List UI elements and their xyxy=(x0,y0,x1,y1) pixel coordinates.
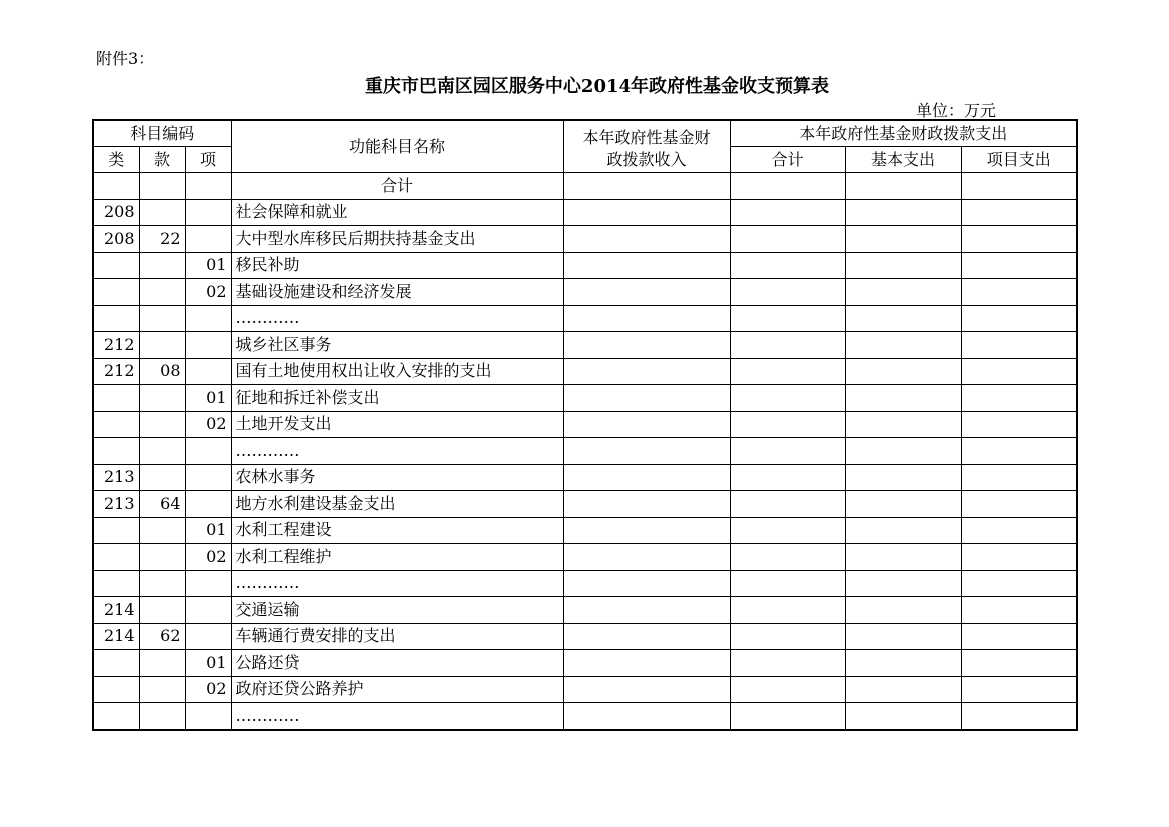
cell-basic xyxy=(845,464,961,491)
cell-project xyxy=(961,623,1077,650)
cell-xiang: 02 xyxy=(185,544,231,571)
cell-function-name: ………… xyxy=(231,703,563,730)
header-row-1 xyxy=(93,120,1077,147)
table-row xyxy=(93,226,1077,253)
cell-kuan xyxy=(139,332,185,359)
cell-function-name: 社会保障和就业 xyxy=(231,199,563,226)
cell-xiang xyxy=(185,332,231,359)
cell-lei xyxy=(93,544,139,571)
cell-income xyxy=(563,517,730,544)
header-kuan: 款 xyxy=(139,147,185,173)
cell-project xyxy=(961,570,1077,597)
cell-function-name: 国有土地使用权出让收入安排的支出 xyxy=(231,358,563,385)
cell-lei xyxy=(93,385,139,412)
cell-total xyxy=(730,703,845,730)
cell-total xyxy=(730,411,845,438)
cell-xiang xyxy=(185,464,231,491)
cell-basic xyxy=(845,597,961,624)
cell-project xyxy=(961,464,1077,491)
cell-kuan xyxy=(139,544,185,571)
cell-xiang xyxy=(185,199,231,226)
cell-total xyxy=(730,650,845,677)
cell-basic xyxy=(845,491,961,518)
cell-lei xyxy=(93,305,139,332)
cell-kuan xyxy=(139,703,185,730)
cell-total xyxy=(730,438,845,465)
cell-function-name: ………… xyxy=(231,438,563,465)
table-row xyxy=(93,517,1077,544)
cell-basic xyxy=(845,226,961,253)
cell-kuan: 64 xyxy=(139,491,185,518)
table-row xyxy=(93,464,1077,491)
document-title: 重庆市巴南区园区服务中心2014年政府性基金收支预算表 xyxy=(364,76,830,97)
cell-total xyxy=(730,332,845,359)
cell-lei xyxy=(93,703,139,730)
header-code-group: 科目编码 xyxy=(93,120,231,147)
cell-total xyxy=(730,199,845,226)
cell-basic xyxy=(845,676,961,703)
cell-income xyxy=(563,623,730,650)
cell-function-name: 地方水利建设基金支出 xyxy=(231,491,563,518)
cell-basic xyxy=(845,650,961,677)
cell-lei: 213 xyxy=(93,491,139,518)
cell-kuan: 62 xyxy=(139,623,185,650)
cell-lei xyxy=(93,570,139,597)
cell-function-name: 土地开发支出 xyxy=(231,411,563,438)
cell-function-name: ………… xyxy=(231,305,563,332)
cell-total xyxy=(730,623,845,650)
cell-basic xyxy=(845,305,961,332)
cell-basic xyxy=(845,385,961,412)
cell-lei: 208 xyxy=(93,199,139,226)
cell-lei xyxy=(93,411,139,438)
header-xiang: 项 xyxy=(185,147,231,173)
table-row xyxy=(93,597,1077,624)
table-row xyxy=(93,570,1077,597)
cell-xiang: 01 xyxy=(185,385,231,412)
cell-xiang: 01 xyxy=(185,517,231,544)
header-function-name: 功能科目名称 xyxy=(231,120,563,173)
header-basic: 基本支出 xyxy=(845,147,961,173)
cell-kuan xyxy=(139,676,185,703)
cell-project xyxy=(961,438,1077,465)
cell-kuan xyxy=(139,173,185,200)
cell-total xyxy=(730,464,845,491)
cell-project xyxy=(961,358,1077,385)
cell-project xyxy=(961,544,1077,571)
cell-total xyxy=(730,279,845,306)
cell-kuan: 22 xyxy=(139,226,185,253)
cell-kuan xyxy=(139,199,185,226)
cell-function-name: 政府还贷公路养护 xyxy=(231,676,563,703)
cell-lei xyxy=(93,279,139,306)
cell-total xyxy=(730,491,845,518)
cell-total xyxy=(730,173,845,200)
table-row xyxy=(93,438,1077,465)
cell-lei xyxy=(93,438,139,465)
cell-income xyxy=(563,544,730,571)
cell-total xyxy=(730,597,845,624)
budget-table xyxy=(92,119,1078,731)
cell-kuan: 08 xyxy=(139,358,185,385)
header-project: 项目支出 xyxy=(961,147,1077,173)
cell-income xyxy=(563,570,730,597)
cell-function-name: 移民补助 xyxy=(231,252,563,279)
cell-lei xyxy=(93,517,139,544)
cell-income xyxy=(563,464,730,491)
cell-lei xyxy=(93,173,139,200)
total-row xyxy=(93,173,1077,200)
cell-xiang xyxy=(185,173,231,200)
cell-kuan xyxy=(139,385,185,412)
table-row xyxy=(93,623,1077,650)
table-row xyxy=(93,358,1077,385)
cell-total xyxy=(730,226,845,253)
table-row xyxy=(93,252,1077,279)
cell-income xyxy=(563,438,730,465)
cell-lei: 214 xyxy=(93,597,139,624)
cell-xiang xyxy=(185,703,231,730)
attachment-label: 附件3： xyxy=(96,49,155,68)
header-lei: 类 xyxy=(93,147,139,173)
cell-income xyxy=(563,199,730,226)
cell-basic xyxy=(845,544,961,571)
cell-project xyxy=(961,517,1077,544)
cell-project xyxy=(961,305,1077,332)
cell-function-name: 农林水事务 xyxy=(231,464,563,491)
table-row xyxy=(93,305,1077,332)
cell-income xyxy=(563,703,730,730)
cell-total xyxy=(730,252,845,279)
cell-income xyxy=(563,411,730,438)
cell-xiang: 02 xyxy=(185,411,231,438)
cell-kuan xyxy=(139,517,185,544)
cell-basic xyxy=(845,570,961,597)
cell-project xyxy=(961,279,1077,306)
cell-basic xyxy=(845,332,961,359)
cell-lei xyxy=(93,676,139,703)
cell-function-name: 基础设施建设和经济发展 xyxy=(231,279,563,306)
header-income-text: 本年政府性基金财政拨款收入 xyxy=(582,128,711,170)
cell-xiang: 02 xyxy=(185,676,231,703)
cell-project xyxy=(961,703,1077,730)
cell-project xyxy=(961,597,1077,624)
header-income xyxy=(563,120,730,173)
cell-function-name: 城乡社区事务 xyxy=(231,332,563,359)
cell-xiang: 01 xyxy=(185,252,231,279)
cell-income xyxy=(563,491,730,518)
cell-function-name: 交通运输 xyxy=(231,597,563,624)
cell-lei: 208 xyxy=(93,226,139,253)
header-expense-group: 本年政府性基金财政拨款支出 xyxy=(730,120,1077,147)
cell-income xyxy=(563,226,730,253)
cell-lei: 213 xyxy=(93,464,139,491)
cell-function-name: 征地和拆迁补偿支出 xyxy=(231,385,563,412)
cell-kuan xyxy=(139,252,185,279)
table-row xyxy=(93,491,1077,518)
cell-kuan xyxy=(139,438,185,465)
cell-basic xyxy=(845,411,961,438)
cell-total xyxy=(730,517,845,544)
header-total: 合计 xyxy=(730,147,845,173)
table-row xyxy=(93,676,1077,703)
table-row xyxy=(93,411,1077,438)
cell-xiang xyxy=(185,305,231,332)
cell-income xyxy=(563,252,730,279)
cell-kuan xyxy=(139,411,185,438)
cell-xiang xyxy=(185,570,231,597)
cell-total xyxy=(730,570,845,597)
cell-project xyxy=(961,173,1077,200)
cell-kuan xyxy=(139,305,185,332)
cell-income xyxy=(563,650,730,677)
cell-basic xyxy=(845,703,961,730)
cell-function-name: 大中型水库移民后期扶持基金支出 xyxy=(231,226,563,253)
cell-income xyxy=(563,173,730,200)
unit-label: 单位：万元 xyxy=(916,101,997,120)
table-row xyxy=(93,703,1077,730)
cell-basic xyxy=(845,279,961,306)
cell-kuan xyxy=(139,597,185,624)
cell-xiang xyxy=(185,438,231,465)
cell-income xyxy=(563,385,730,412)
cell-xiang: 01 xyxy=(185,650,231,677)
cell-income xyxy=(563,358,730,385)
cell-project xyxy=(961,252,1077,279)
cell-basic xyxy=(845,438,961,465)
table-row xyxy=(93,385,1077,412)
table-row xyxy=(93,332,1077,359)
cell-total xyxy=(730,544,845,571)
cell-total xyxy=(730,305,845,332)
cell-project xyxy=(961,226,1077,253)
cell-basic xyxy=(845,358,961,385)
cell-project xyxy=(961,650,1077,677)
cell-function-name: ………… xyxy=(231,570,563,597)
cell-xiang xyxy=(185,491,231,518)
table-row xyxy=(93,279,1077,306)
cell-total xyxy=(730,676,845,703)
cell-function-name: 水利工程维护 xyxy=(231,544,563,571)
cell-xiang xyxy=(185,597,231,624)
cell-kuan xyxy=(139,279,185,306)
cell-total xyxy=(730,358,845,385)
cell-basic xyxy=(845,252,961,279)
cell-lei: 212 xyxy=(93,332,139,359)
cell-project xyxy=(961,199,1077,226)
cell-project xyxy=(961,385,1077,412)
cell-income xyxy=(563,676,730,703)
table-row xyxy=(93,650,1077,677)
cell-kuan xyxy=(139,650,185,677)
cell-function-name: 公路还贷 xyxy=(231,650,563,677)
cell-project xyxy=(961,491,1077,518)
cell-kuan xyxy=(139,570,185,597)
cell-basic xyxy=(845,623,961,650)
cell-income xyxy=(563,305,730,332)
cell-income xyxy=(563,332,730,359)
cell-xiang xyxy=(185,226,231,253)
cell-basic xyxy=(845,173,961,200)
cell-total xyxy=(730,385,845,412)
cell-project xyxy=(961,332,1077,359)
cell-basic xyxy=(845,517,961,544)
cell-lei: 212 xyxy=(93,358,139,385)
cell-xiang xyxy=(185,623,231,650)
cell-lei xyxy=(93,252,139,279)
cell-project xyxy=(961,676,1077,703)
cell-lei: 214 xyxy=(93,623,139,650)
total-row-label: 合计 xyxy=(231,173,563,200)
table-row xyxy=(93,199,1077,226)
cell-basic xyxy=(845,199,961,226)
cell-function-name: 水利工程建设 xyxy=(231,517,563,544)
cell-xiang xyxy=(185,358,231,385)
cell-kuan xyxy=(139,464,185,491)
cell-function-name: 车辆通行费安排的支出 xyxy=(231,623,563,650)
cell-xiang: 02 xyxy=(185,279,231,306)
cell-income xyxy=(563,597,730,624)
cell-project xyxy=(961,411,1077,438)
cell-lei xyxy=(93,650,139,677)
cell-income xyxy=(563,279,730,306)
table-row xyxy=(93,544,1077,571)
